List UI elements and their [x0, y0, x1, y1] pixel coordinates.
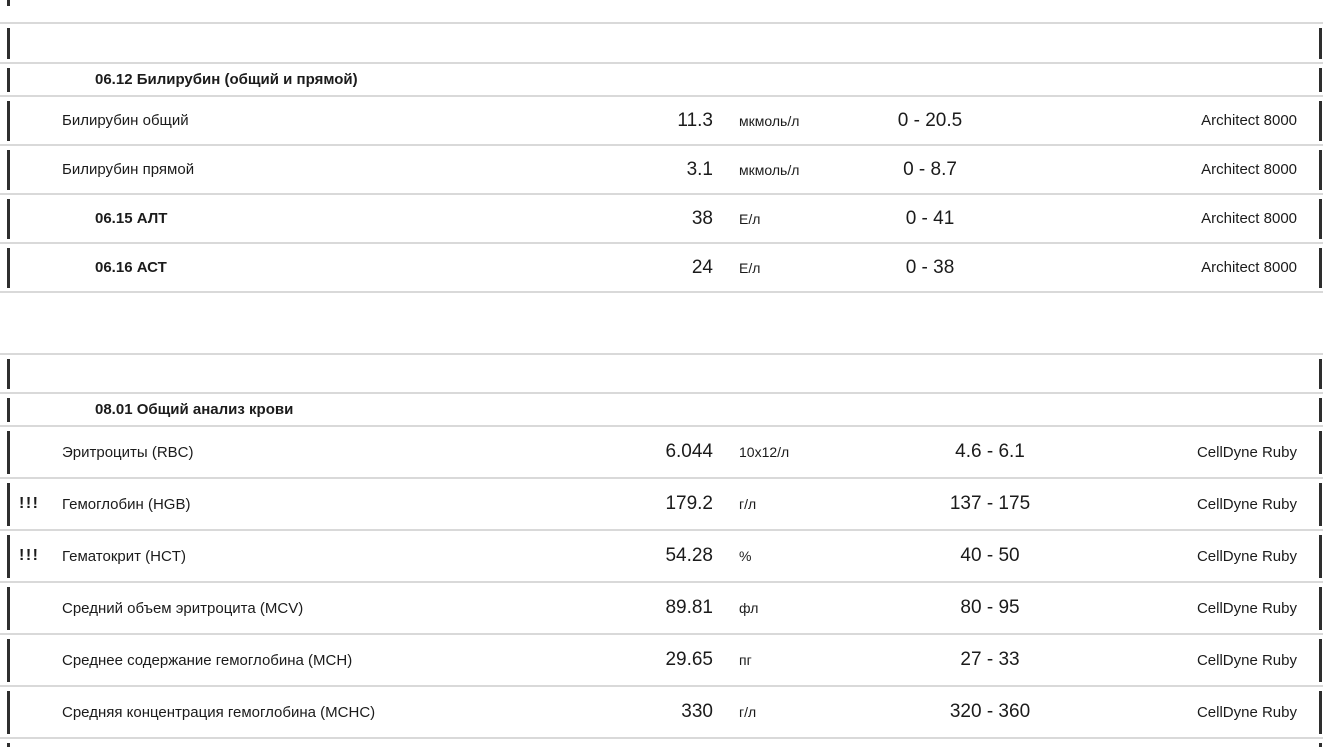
test-unit: пг: [739, 652, 752, 668]
reference-range: 40 - 50: [960, 545, 1020, 566]
reference-range: 27 - 33: [960, 649, 1020, 670]
cbc-table: [0, 353, 1323, 750]
analyzer-name: Architect 8000: [1201, 259, 1297, 276]
test-row: [0, 685, 1323, 737]
test-name: Средний объем эритроцита (MCV): [62, 599, 304, 617]
reference-range: 4.6 - 6.1: [955, 441, 1025, 462]
reference-range: 0 - 41: [905, 207, 955, 229]
analyzer-name: Architect 8000: [1201, 210, 1297, 227]
test-name: Среднее содержание гемоглобина (MCH): [62, 651, 353, 669]
test-value: 330: [681, 701, 713, 722]
alert-flag: !!!: [19, 547, 40, 564]
test-unit: мкмоль/л: [739, 161, 800, 178]
analyzer-name: CellDyne Ruby: [1196, 443, 1297, 461]
partial-row: [0, 737, 1323, 750]
section-header-row: [0, 392, 1323, 425]
test-value: 89.81: [665, 597, 713, 618]
analyzer-name: CellDyne Ruby: [1196, 495, 1297, 513]
test-name: Гемоглобин (HGB): [62, 495, 191, 513]
alert-flag: !!!: [19, 495, 40, 512]
test-row: [0, 529, 1323, 581]
test-row: [0, 425, 1323, 477]
test-name: Средняя концентрация гемоглобина (MCHC): [62, 703, 376, 721]
biochemistry-table: [0, 22, 1323, 293]
test-unit: фл: [739, 600, 759, 616]
test-row: [0, 95, 1323, 144]
analyzer-name: Architect 8000: [1201, 161, 1297, 178]
reference-range: 80 - 95: [960, 597, 1020, 618]
test-unit: 10x12/л: [739, 444, 790, 460]
test-name: Билирубин общий: [62, 112, 189, 129]
reference-range: 320 - 360: [949, 701, 1031, 722]
section-header-row: [0, 62, 1323, 95]
analyzer-name: CellDyne Ruby: [1196, 599, 1297, 617]
reference-range: 0 - 8.7: [903, 158, 957, 180]
analyzer-name: CellDyne Ruby: [1196, 547, 1297, 565]
test-value: 11.3: [677, 109, 713, 131]
top-edge-tick: [7, 0, 10, 6]
analyzer-name: Architect 8000: [1201, 112, 1297, 129]
reference-range: 0 - 20.5: [897, 109, 963, 131]
test-value: 29.65: [665, 649, 713, 670]
reference-range: 0 - 38: [905, 256, 955, 278]
test-value: 38: [691, 207, 713, 229]
test-unit: г/л: [739, 704, 757, 720]
reference-range: 137 - 175: [949, 493, 1031, 514]
test-row: [0, 477, 1323, 529]
test-name: Билирубин прямой: [62, 161, 195, 178]
test-name: 06.16 АСТ: [95, 259, 167, 276]
test-unit: г/л: [739, 496, 757, 512]
test-value: 24: [691, 256, 713, 278]
empty-row: [0, 353, 1323, 392]
empty-row: [0, 22, 1323, 62]
test-value: 3.1: [686, 158, 713, 180]
test-unit: Е/л: [739, 259, 761, 276]
test-row: [0, 144, 1323, 193]
section-header: 08.01 Общий анализ крови: [95, 401, 294, 418]
test-row: [0, 581, 1323, 633]
test-name: Эритроциты (RBC): [62, 443, 194, 461]
test-unit: Е/л: [739, 210, 761, 227]
test-value: 6.044: [665, 441, 713, 462]
test-value: 54.28: [665, 545, 713, 566]
test-row: [0, 242, 1323, 291]
analyzer-name: CellDyne Ruby: [1196, 651, 1297, 669]
test-row: [0, 193, 1323, 242]
analyzer-name: CellDyne Ruby: [1196, 703, 1297, 721]
section-header: 06.12 Билирубин (общий и прямой): [95, 71, 358, 88]
test-name: 06.15 АЛТ: [95, 210, 168, 227]
test-unit: %: [739, 548, 752, 564]
test-value: 179.2: [665, 493, 713, 514]
test-name: Гематокрит (HCT): [62, 547, 186, 565]
test-unit: мкмоль/л: [739, 112, 800, 129]
test-row: [0, 633, 1323, 685]
